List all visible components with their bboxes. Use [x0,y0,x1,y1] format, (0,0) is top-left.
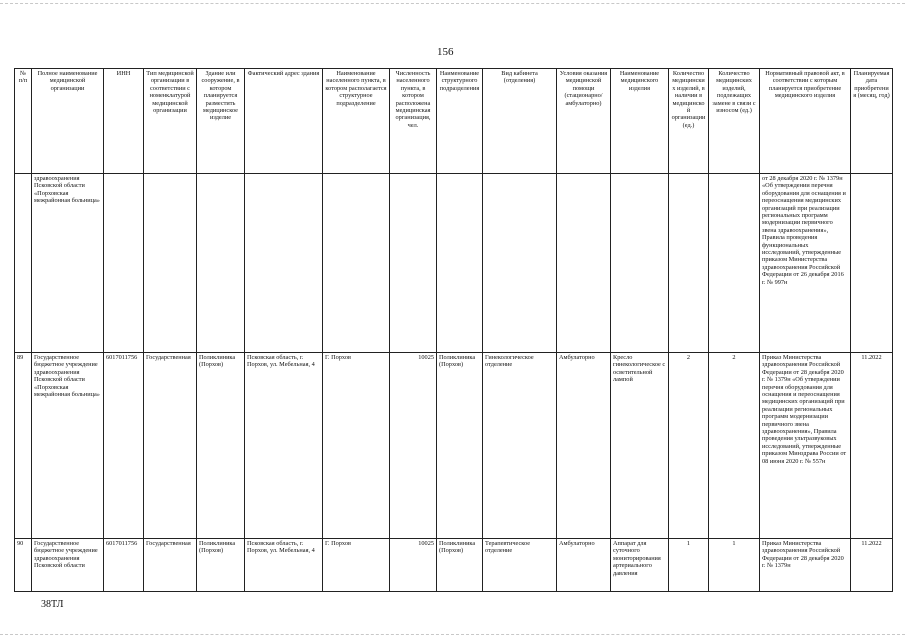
header-cell-org-name: Полное наименование медицинской организации [32,69,104,174]
header-cell-conditions: Условия оказания медицинской помощи (стационарно/ амбулаторно) [557,69,611,174]
cell-number: 89 [15,353,32,539]
cell-org-name: здравоохранения Псковской области «Порховская межрайонная больница» [32,174,104,353]
cell-unit: Поликлиника (Порхов) [437,353,483,539]
cell-conditions: Амбулаторно [557,353,611,539]
cell-legal-act: Приказ Министерства здравоохранения Российской Федерации от 28 декабря 2020 г. № 1379н «Об утверждении перечня оборудования для оснащения и переоснащения медицинских организаций при реализации региональных программ модернизации первичного звена здравоохранения», Правила проведения ультразвуковых исследований, утвержденные приказом Минздрава России от 08 июня 2020 г. № 557н [760,353,851,539]
table-header-row [15,69,893,174]
footer-code: 38ТЛ [41,599,64,610]
cell-org-type [144,174,197,353]
cell-settlement: Г. Порхов [323,539,390,592]
cell-number: 90 [15,539,32,592]
cell-inn: 6017011756 [104,353,144,539]
header-cell-org-type: Тип медицинской организации в соответствии с номенклатурой медицинской организации [144,69,197,174]
cell-building [197,174,245,353]
cell-inn: 6017011756 [104,539,144,592]
header-cell-qty-available: Количество медицинских изделий, в наличии в медицинской организации (ед.) [669,69,709,174]
cell-org-type: Государственная [144,353,197,539]
cell-device: Кресло гинекологическое с осветительной лампой [611,353,669,539]
cell-org-name: Государственное бюджетное учреждение здравоохранения Псковской области [32,539,104,592]
table-row [15,174,893,353]
cell-building: Поликлиника (Порхов) [197,539,245,592]
header-cell-population: Численность населенного пункта, в котором расположена медицинская организация, чел. [390,69,437,174]
cell-qty-replace: 2 [709,353,760,539]
cell-settlement [323,174,390,353]
cell-qty-replace: 1 [709,539,760,592]
cell-number [15,174,32,353]
header-cell-unit: Наименование структурного подразделения [437,69,483,174]
header-cell-settlement: Наименование населенного пункта, в котором располагается структурное подразделение [323,69,390,174]
header-cell-address: Фактический адрес здания [245,69,323,174]
table-row [15,539,893,592]
cell-unit: Поликлиника (Порхов) [437,539,483,592]
header-cell-purchase-date: Планируемая дата приобретения (месяц, год) [851,69,893,174]
cell-population: 10025 [390,353,437,539]
header-cell-building: Здание или сооружение, в котором планируется разместить медицинское изделие [197,69,245,174]
cell-population [390,174,437,353]
cell-legal-act: Приказ Министерства здравоохранения Российской Федерации от 28 декабря 2020 г. № 1379н [760,539,851,592]
cell-address: Псковская область, г. Порхов, ул. Мебельная, 4 [245,353,323,539]
header-cell-department: Вид кабинета (отделения) [483,69,557,174]
cell-qty-available: 1 [669,539,709,592]
cell-department: Терапевтическое отделение [483,539,557,592]
cell-device: Аппарат для суточного мониторирования артериального давления [611,539,669,592]
cell-conditions [557,174,611,353]
cell-legal-act: от 28 декабря 2020 г. № 1379н «Об утверждении перечня оборудования для оснащения и переоснащения медицинских организаций при реализации региональных программ модернизации первичного звена здравоохранения», Правила проведения функциональных исследований, утвержденные приказом Министерства здравоохранения Российской Федерации от 26 декабря 2016 г. № 997н [760,174,851,353]
cell-purchase-date: 11.2022 [851,353,893,539]
top-scan-edge [0,3,905,4]
cell-qty-replace [709,174,760,353]
cell-building: Поликлиника (Порхов) [197,353,245,539]
cell-purchase-date [851,174,893,353]
bottom-scan-edge [0,634,905,635]
header-cell-device: Наименование медицинского изделия [611,69,669,174]
cell-conditions: Амбулаторно [557,539,611,592]
header-cell-qty-replace: Количество медицинских изделий, подлежащих замене в связи с износом (ед.) [709,69,760,174]
cell-population: 10025 [390,539,437,592]
cell-org-name: Государственное бюджетное учреждение здравоохранения Псковской области «Порховская межрайонная больница» [32,353,104,539]
cell-qty-available: 2 [669,353,709,539]
equipment-register-table [14,68,893,592]
cell-org-type: Государственная [144,539,197,592]
header-cell-legal-act: Нормативный правовой акт, в соответствии с которым планируется приобретение медицинского изделия [760,69,851,174]
cell-purchase-date: 11.2022 [851,539,893,592]
cell-settlement: Г. Порхов [323,353,390,539]
header-cell-inn: ИНН [104,69,144,174]
header-cell-number: № п/п [15,69,32,174]
cell-device [611,174,669,353]
cell-qty-available [669,174,709,353]
cell-department: Гинекологическое отделение [483,353,557,539]
cell-department [483,174,557,353]
cell-unit [437,174,483,353]
cell-address: Псковская область, г. Порхов, ул. Мебельная, 4 [245,539,323,592]
page-number: 156 [437,46,454,58]
table-row [15,353,893,539]
cell-inn [104,174,144,353]
cell-address [245,174,323,353]
